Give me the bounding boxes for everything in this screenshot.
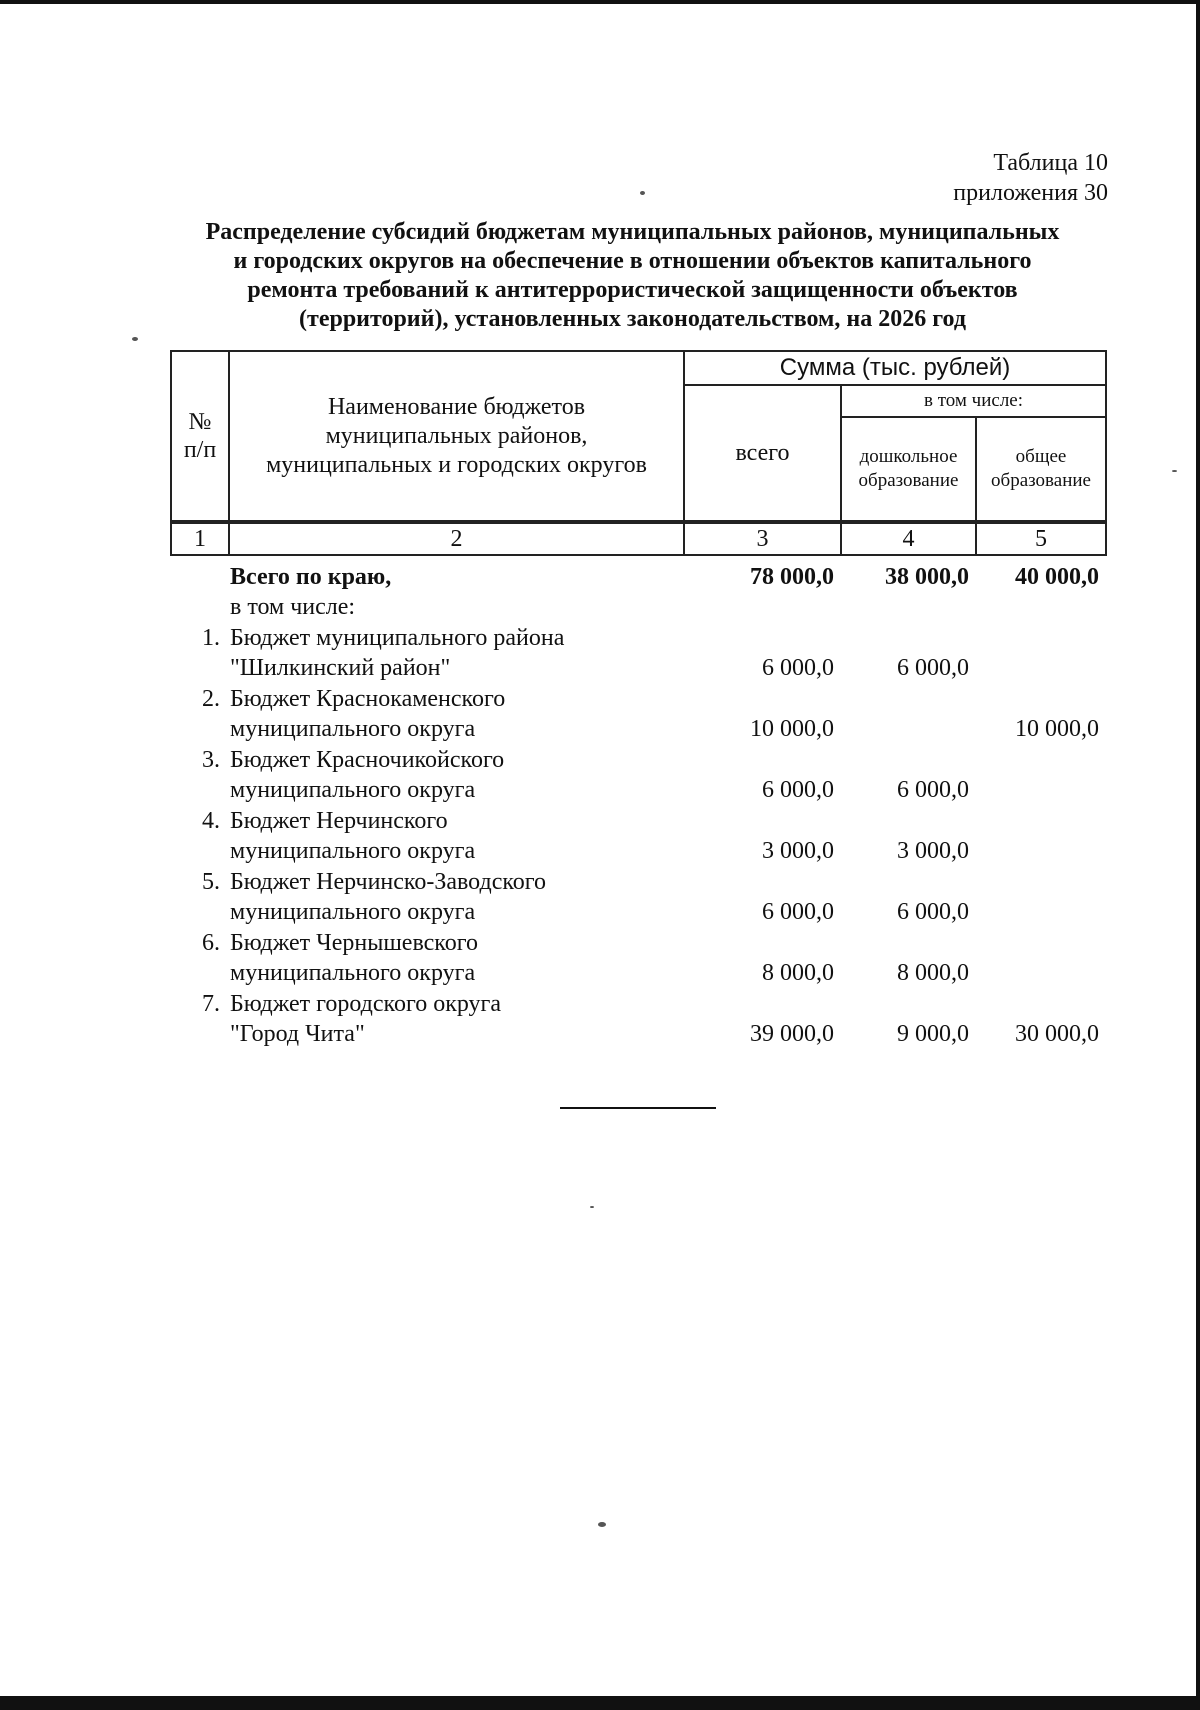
table-row (170, 989, 1105, 1050)
row-name-line: "Город Чита" (230, 1021, 365, 1047)
row-total: 3 000,0 (762, 838, 834, 864)
row-general (975, 623, 1105, 684)
row-preschool: 6 000,0 (897, 899, 969, 925)
header-general (976, 417, 1106, 521)
column-number: 2 (229, 523, 684, 555)
table-row (170, 928, 1105, 989)
row-name-line: Бюджет Краснокаменского (230, 685, 506, 712)
column-number: 5 (976, 523, 1106, 555)
row-number: 1. (202, 624, 220, 651)
table-header (170, 350, 1107, 522)
title-line: (территорий), установленных законодательством, на 2026 год (299, 306, 966, 332)
row-name-line: Бюджет Нерчинского (230, 807, 448, 834)
row-general: 30 000,0 (1015, 1021, 1099, 1047)
scan-speck (640, 191, 645, 195)
row-preschool (840, 684, 975, 745)
row-general (975, 745, 1105, 806)
summary-row (170, 556, 1105, 592)
row-total: 6 000,0 (762, 899, 834, 925)
column-number: 3 (684, 523, 841, 555)
table-number: Таблица 10 (993, 150, 1108, 176)
row-budget-name (228, 867, 683, 928)
row-name-line: муниципального округа (230, 838, 476, 864)
header-preschool (841, 417, 976, 521)
appendix-number: приложения 30 (953, 180, 1108, 206)
row-name-line: Бюджет Красночикойского (230, 746, 505, 773)
scan-border-right (1196, 0, 1200, 1710)
row-number: 6. (202, 929, 220, 956)
row-preschool: 3 000,0 (897, 838, 969, 864)
row-name-line: Бюджет муниципального района (230, 624, 565, 651)
row-general (975, 928, 1105, 989)
row-general (975, 806, 1105, 867)
row-budget-name (228, 928, 683, 989)
column-number: 1 (171, 523, 229, 555)
row-preschool: 8 000,0 (897, 960, 969, 986)
row-name-line: "Шилкинский район" (230, 655, 451, 681)
document-title (160, 218, 1105, 334)
row-total: 10 000,0 (750, 716, 834, 742)
header-general-line: общее (1015, 446, 1067, 467)
summary-num (170, 556, 228, 592)
header-total: всего (684, 385, 841, 521)
row-budget-name (228, 684, 683, 745)
scan-speck (590, 1206, 594, 1208)
title-line: Распределение субсидий бюджетам муниципальных районов, муниципальных (205, 219, 1060, 245)
header-preschool-line: дошкольное (859, 446, 958, 467)
header-budget-name (229, 351, 684, 521)
header-sum: Сумма (тыс. рублей) (684, 351, 1106, 385)
column-number: 4 (841, 523, 976, 555)
row-general: 10 000,0 (1015, 716, 1099, 742)
row-general (975, 867, 1105, 928)
including-label: в том числе: (230, 594, 356, 620)
row-budget-name (228, 623, 683, 684)
column-number-row (170, 522, 1107, 556)
summary-label: Всего по краю, (230, 563, 392, 590)
row-preschool: 6 000,0 (897, 655, 969, 681)
row-name-line: муниципального округа (230, 899, 476, 925)
scan-speck (598, 1522, 606, 1527)
scan-border-top (0, 0, 1200, 4)
header-name-line: муниципальных районов, (325, 422, 588, 449)
row-budget-name (228, 806, 683, 867)
row-number: 2. (202, 685, 220, 712)
table-row (170, 745, 1105, 806)
row-name-line: Бюджет Нерчинско-Заводского (230, 868, 547, 895)
title-line: и городских округов на обеспечение в отношении объектов капитального (233, 248, 1032, 274)
header-name-line: муниципальных и городских округов (266, 451, 647, 478)
row-total: 6 000,0 (762, 777, 834, 803)
table-body (170, 556, 1105, 1050)
including-row (170, 592, 1105, 623)
number-abbr: п/п (183, 437, 217, 463)
row-number: 5. (202, 868, 220, 895)
end-rule (560, 1107, 716, 1109)
row-budget-name (228, 745, 683, 806)
row-name-line: муниципального округа (230, 960, 476, 986)
row-total: 39 000,0 (750, 1021, 834, 1047)
table-row (170, 623, 1105, 684)
header-preschool-line: образование (858, 470, 959, 491)
header-number (171, 351, 229, 521)
empty-cell (840, 592, 975, 623)
empty-cell (683, 592, 840, 623)
number-sign: № (188, 409, 212, 435)
empty-cell (975, 592, 1105, 623)
row-number: 3. (202, 746, 220, 773)
row-name-line: муниципального округа (230, 716, 476, 742)
row-name-line: Бюджет Чернышевского (230, 929, 478, 956)
table-row (170, 806, 1105, 867)
row-preschool: 6 000,0 (897, 777, 969, 803)
scan-border-bottom (0, 1696, 1200, 1710)
scan-speck (1172, 470, 1177, 472)
row-name-line: Бюджет городского округа (230, 990, 502, 1017)
summary-total: 78 000,0 (750, 563, 834, 590)
row-preschool: 9 000,0 (897, 1021, 969, 1047)
row-total: 6 000,0 (762, 655, 834, 681)
header-including: в том числе: (841, 385, 1106, 417)
row-number: 7. (202, 990, 220, 1017)
scan-speck (132, 337, 138, 341)
table-row (170, 867, 1105, 928)
row-budget-name (228, 989, 683, 1050)
table-reference (953, 148, 1108, 208)
row-name-line: муниципального округа (230, 777, 476, 803)
title-line: ремонта требований к антитеррористической защищенности объектов (247, 277, 1018, 303)
summary-general: 40 000,0 (1015, 563, 1099, 590)
header-general-line: образование (991, 470, 1091, 491)
table-row (170, 684, 1105, 745)
summary-preschool: 38 000,0 (885, 563, 969, 590)
row-total: 8 000,0 (762, 960, 834, 986)
row-number: 4. (202, 807, 220, 834)
empty-cell (170, 592, 228, 623)
header-name-line: Наименование бюджетов (327, 393, 586, 420)
